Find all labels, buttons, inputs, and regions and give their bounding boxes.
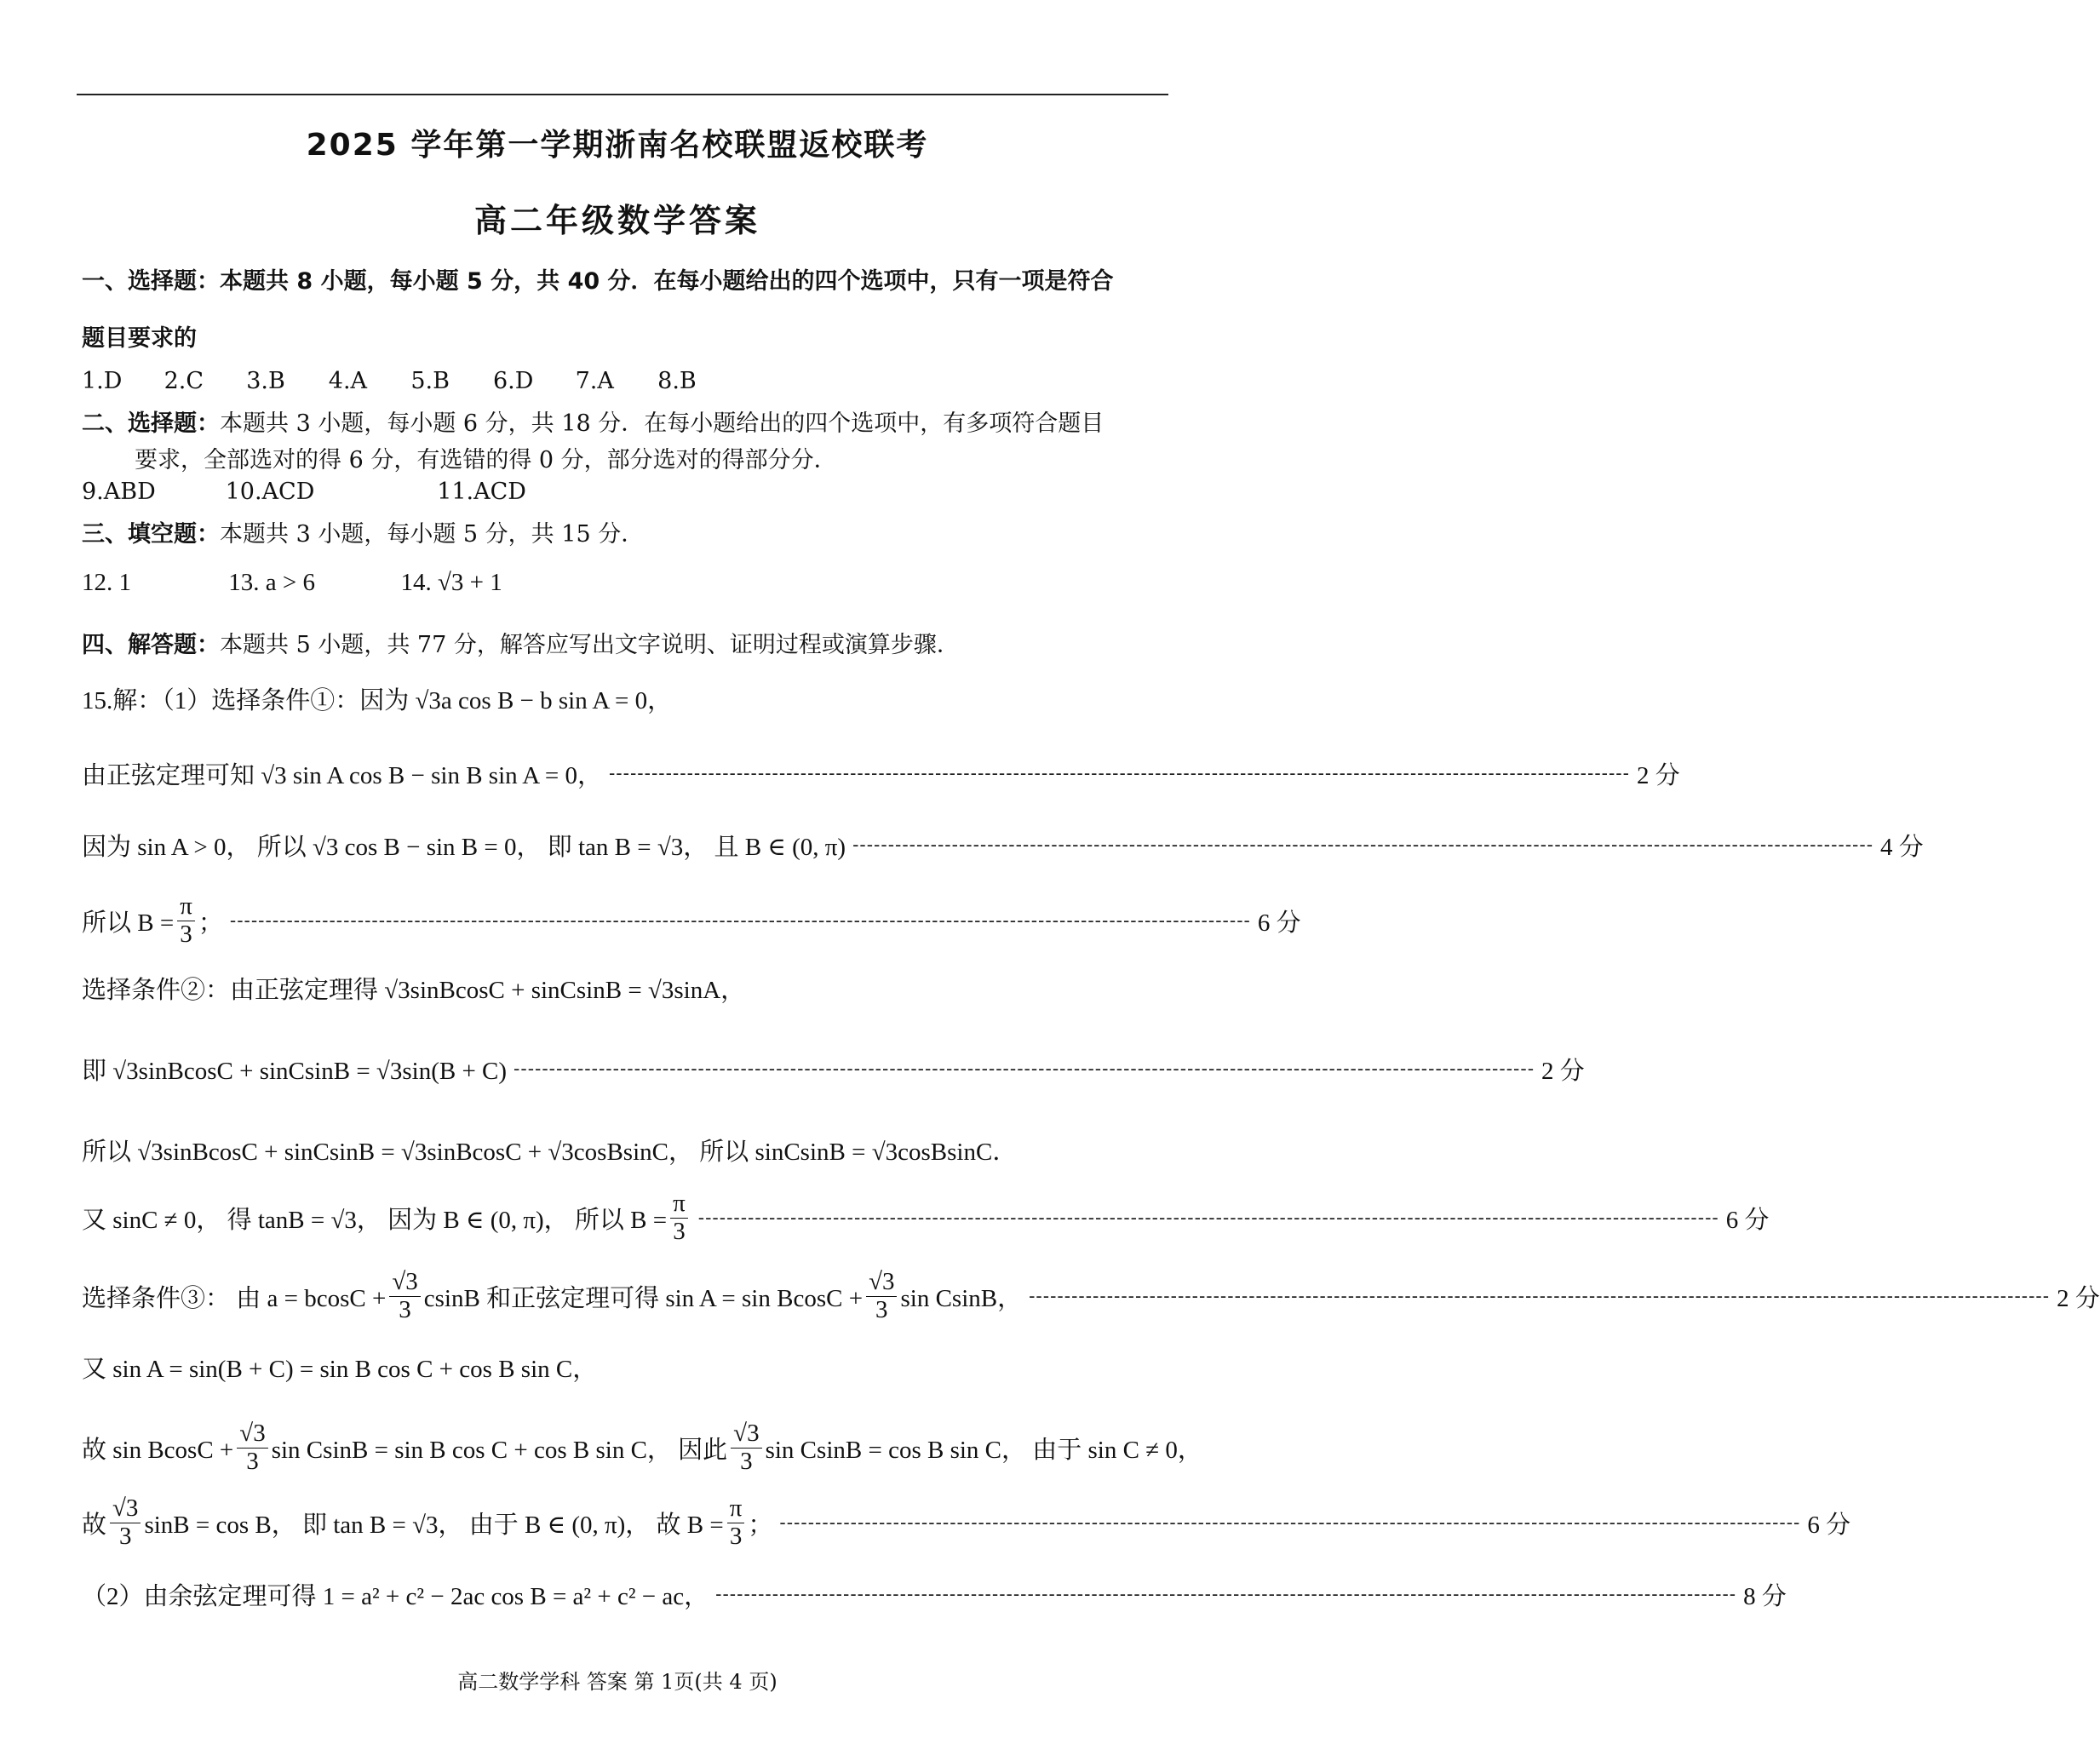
score-mark: 6 分 — [1257, 909, 1301, 937]
answer-14: 14. √3 + 1 — [400, 569, 502, 596]
solution-line-11: 故 sin BcosC + $\frac{√3}{3}$ sin CsinB = sin B cos C + cos B sin C， 因此 $\frac{√3}{3}$ sin CsinB = cos B sin C， 由于 sin C ≠ 0， — [82, 1419, 1202, 1475]
answer-9: 9.ABD — [82, 479, 156, 505]
solution-line-4-pre: 所以 B = — [82, 909, 175, 937]
section1-heading-cont: 题目要求的 — [82, 325, 197, 352]
answer-6: 6.D — [492, 368, 534, 394]
answer-5: 5.B — [410, 368, 450, 394]
score-mark: 2 分 — [1636, 761, 1680, 789]
answer-11: 11.ACD — [437, 479, 526, 505]
section3-text: 本题共 3 小题，每小题 5 分，共 15 分． — [220, 521, 645, 548]
solution-line-3-text: 因为 sin A > 0， 所以 √3 cos B − sin B = 0， 即 tan B = √3， 且 B ∈ (0, π) — [82, 833, 846, 861]
solution-line-4: 所以 B = $\frac{\pi}{3}$ ； ------------------------------------------------------------------------------------------------------------------------------------------------ 6 分 — [82, 892, 1301, 948]
answer-10: 10.ACD — [225, 479, 315, 505]
top-rule — [77, 94, 1168, 95]
page-footer: 高二数学学科 答案 第 1页(共 4 页) — [457, 1670, 777, 1694]
solution-line-13 — [82, 1569, 1787, 1620]
dotted-leader: ------------------------------------------------------------------------------------------------------------------------------------------------ — [1029, 1285, 2051, 1306]
score-mark: 6 分 — [1725, 1206, 1770, 1234]
fraction: $\frac{√3}{3}$ — [866, 1269, 897, 1324]
solution-line-3 — [82, 819, 1924, 870]
solution-line-6-text: 即 √3sinBcosC + sinCsinB = √3sin(B + C) — [82, 1057, 508, 1085]
answer-8: 8.B — [657, 368, 697, 394]
answer-3: 3.B — [246, 368, 285, 394]
answer-2: 2.C — [164, 368, 204, 394]
score-mark: 8 分 — [1743, 1582, 1787, 1610]
dotted-leader: ------------------------------------------------------------------------------------------------------------------------------------------------ — [229, 909, 1251, 931]
answer-4: 4.A — [328, 368, 368, 394]
section1-answers — [82, 368, 732, 394]
fraction: $\frac{√3}{3}$ — [237, 1420, 267, 1476]
score-mark: 6 分 — [1807, 1511, 1851, 1539]
fraction: $\frac{√3}{3}$ — [731, 1420, 761, 1476]
section2-answers — [82, 479, 526, 505]
section1-heading: 一、选择题：本题共 8 小题，每小题 5 分，共 40 分．在每小题给出的四个选项中，只有一项是符合 — [82, 268, 1114, 295]
fraction: $\frac{\pi}{3}$ — [727, 1495, 745, 1551]
section2-label: 二、选择题： — [82, 410, 220, 437]
fraction: $\frac{\pi}{3}$ — [670, 1190, 688, 1246]
section3-heading — [82, 515, 644, 548]
section2-text: 本题共 3 小题，每小题 6 分，共 18 分．在每小题给出的四个选项中，有多项符合题目 — [220, 410, 1105, 437]
answer-1: 1.D — [82, 368, 123, 394]
fraction: $\frac{√3}{3}$ — [110, 1495, 141, 1551]
exam-subtitle: 高二年级数学答案 — [473, 202, 760, 239]
solution-line-8-pre: 又 sinC ≠ 0， 得 tanB = √3， 因为 B ∈ (0, π)， 所以 B = — [82, 1206, 668, 1234]
dotted-leader: ------------------------------------------------------------------------------------------------------------------------------------------------ — [514, 1058, 1535, 1079]
section2-heading — [82, 404, 1104, 438]
section3-answers — [82, 569, 502, 597]
score-mark: 2 分 — [1541, 1057, 1585, 1085]
score-mark: 2 分 — [2057, 1284, 2100, 1312]
solution-line-12: 故 $\frac{√3}{3}$ sinB = cos B， 即 tan B = √3， 由于 B ∈ (0, π)， 故 B = $\frac{\pi}{3}$ ； ------------------------------------------------------------------------------------------------------------------------------------------------ 6 分 — [82, 1494, 1851, 1550]
section4-heading — [82, 626, 960, 659]
fraction: $\frac{\pi}{3}$ — [177, 893, 195, 949]
solution-line-13-text: （2）由余弦定理可得 1 = a² + c² − 2ac cos B = a² + c² − ac， — [82, 1582, 709, 1610]
section4-text: 本题共 5 小题，共 77 分，解答应写出文字说明、证明过程或演算步骤． — [220, 632, 960, 658]
solution-line-1: 15.解：（1）选择条件①：因为 √3a cos B − b sin A = 0， — [82, 687, 673, 714]
solution-line-6 — [82, 1043, 1585, 1094]
solution-line-2 — [82, 748, 1680, 799]
dotted-leader: ------------------------------------------------------------------------------------------------------------------------------------------------ — [779, 1512, 1801, 1533]
dotted-leader: ------------------------------------------------------------------------------------------------------------------------------------------------ — [715, 1583, 1737, 1604]
fraction: $\frac{√3}{3}$ — [389, 1269, 420, 1324]
section2-text-cont: 要求，全部选对的得 6 分，有选错的得 0 分，部分选对的得部分分． — [135, 447, 837, 473]
answer-13: 13. a > 6 — [228, 569, 315, 596]
solution-line-8 — [82, 1186, 1770, 1249]
solution-line-5: 选择条件②：由正弦定理得 √3sinBcosC + sinCsinB = √3sinA， — [82, 977, 746, 1004]
answer-12: 12. 1 — [82, 569, 131, 596]
dotted-leader: ------------------------------------------------------------------------------------------------------------------------------------------------ — [697, 1207, 1719, 1228]
solution-line-2-text: 由正弦定理可知 √3 sin A cos B − sin B sin A = 0， — [82, 761, 602, 789]
exam-title: 2025 学年第一学期浙南名校联盟返校联考 — [306, 128, 929, 163]
dotted-leader: ------------------------------------------------------------------------------------------------------------------------------------------------ — [608, 762, 1630, 783]
section4-label: 四、解答题： — [82, 632, 220, 658]
score-mark: 4 分 — [1880, 833, 1924, 861]
solution-line-7: 所以 √3sinBcosC + sinCsinB = √3sinBcosC + √3cosBsinC， 所以 sinCsinB = √3cosBsinC． — [82, 1139, 1018, 1166]
solution-line-10: 又 sin A = sin(B + C) = sin B cos C + cos B sin C， — [82, 1356, 598, 1383]
dotted-leader: ------------------------------------------------------------------------------------------------------------------------------------------------ — [852, 834, 1874, 855]
section3-label: 三、填空题： — [82, 521, 220, 548]
answer-7: 7.A — [575, 368, 614, 394]
solution-line-9: 选择条件③： 由 a = bcosC + $\frac{√3}{3}$ csinB 和正弦定理可得 sin A = sin BcosC + $\frac{√3}{3}$ sin CsinB， ------------------------------------------------------------------------------------------------------------------------------------------------ 2 分 — [82, 1267, 2100, 1323]
